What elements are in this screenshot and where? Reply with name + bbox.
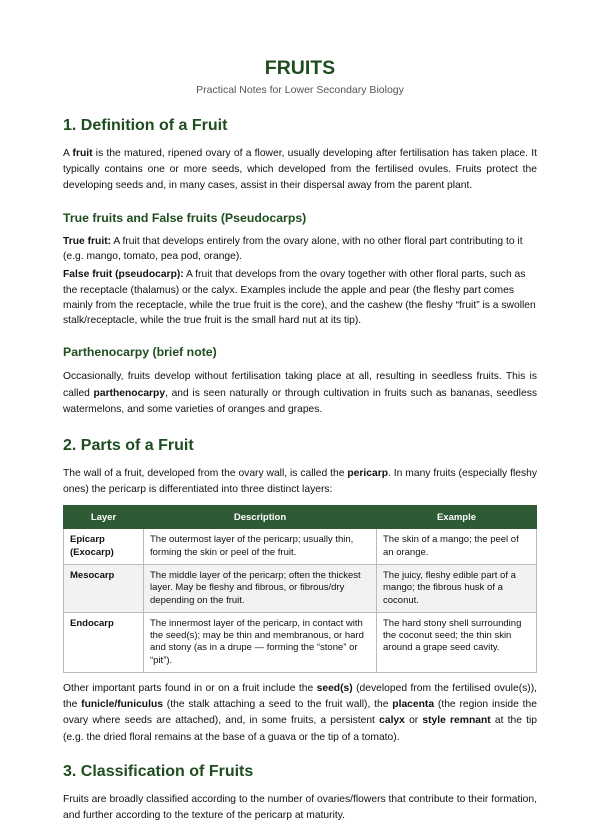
term-seeds: seed(s) [316,683,353,695]
cell-example: The hard stony shell surrounding the coconut seed; the thin skin around a grape seed cavity. [377,612,537,672]
false-fruit-paragraph: False fruit (pseudocarp): A fruit that develops from the ovary together with other floral parts, such as the receptacle (thalamus) or the calyx. Examples include the apple and pear (the fleshy part comes mainly from the receptacle, while the true fruit is the core), and the cashew (the fleshy “fruit” is a swollen stalk/receptacle, while the true fruit is the small hard nut at its tip). [63,269,536,327]
term-false-fruit: False fruit (pseudocarp): [63,269,184,281]
section-heading-classification: 3. Classification of Fruits [63,762,254,780]
document-subtitle: Practical Notes for Lower Secondary Biology [196,84,404,96]
true-fruit-paragraph: True fruit: A fruit that develops entirely from the ovary alone, with no other floral part contributing to it (e.g. mango, tomato, pea pod, orange). [63,235,523,262]
cell-layer: Endocarp [64,612,144,672]
other-parts-paragraph: Other important parts found in or on a fruit include the seed(s) (developed from the fertilised ovule(s)), the funicle/funiculus (the stalk attaching a seed to the fruit wall), the placenta (the region inside the ovary where seeds are attached), and, in some fruits, a persistent calyx or style remnant at the tip (e.g. the dried floral remains at the base of a guava or the tip of a tomato). [63,683,537,743]
cell-layer: Epicarp (Exocarp) [64,529,144,565]
classification-paragraph: Fruits are broadly classified according to the number of ovaries/flowers that contribute to their formation, and further according to the texture of the pericarp at maturity. [63,793,537,822]
document-title: FRUITS [264,57,336,79]
cell-description: The innermost layer of the pericarp, in contact with the seed(s); may be thin and membranous, or hard and stony (as in a drupe — forming the “stone” or “pit”). [144,612,377,672]
table-row [64,612,537,672]
term-style-remnant: style remnant [422,715,491,727]
cell-example: The juicy, fleshy edible part of a mango; the fibrous husk of a coconut. [377,565,537,613]
section-heading-definition: 1. Definition of a Fruit [63,117,228,134]
cell-layer: Mesocarp [64,565,144,613]
subheading-true-false-fruits: True fruits and False fruits (Pseudocarps) [63,210,307,225]
parts-intro-paragraph: The wall of a fruit, developed from the ovary wall, is called the pericarp. In many fruits (especially fleshy ones) the pericarp is differentiated into three distinct layers: [63,468,537,496]
term-funicle: funicle/funiculus [81,699,163,711]
term-fruit: fruit [72,148,93,159]
table-row [64,529,537,565]
subheading-parthenocarpy: Parthenocarpy (brief note) [63,345,217,360]
table-row [64,565,537,613]
cell-description: The outermost layer of the pericarp; usually thin, forming the skin or peel of the fruit. [144,529,377,565]
term-pericarp: pericarp [347,468,389,479]
cell-example: The skin of a mango; the peel of an orange. [377,529,537,565]
term-true-fruit: True fruit: [63,235,112,247]
header-example: Example [377,506,537,529]
section-heading-parts: 2. Parts of a Fruit [63,437,194,454]
term-placenta: placenta [392,699,435,711]
cell-description: The middle layer of the pericarp; often the thickest layer. May be fleshy and fibrous, or fibrous/dry depending on the fruit. [144,565,377,613]
header-layer: Layer [64,506,144,529]
term-calyx: calyx [379,715,405,727]
pericarp-layers-table [63,505,537,673]
term-parthenocarpy: parthenocarpy [93,387,166,399]
definition-paragraph: A fruit is the matured, ripened ovary of a flower, usually developing after fertilisation has taken place. It typically contains one or more seeds, which developed from the fertilised ovules. Fruits protect the developing seeds and, in many cases, assist in their dispersal away from the parent plant. [63,148,537,192]
parthenocarpy-paragraph: Occasionally, fruits develop without fertilisation taking place at all, resulting in seedless fruits. This is called parthenocarpy, and is seen naturally or through cultivation in fruits such as bananas, seedless watermelons, and some varieties of oranges and grapes. [63,371,537,415]
table-header-row [64,506,537,529]
header-description: Description [144,506,377,529]
